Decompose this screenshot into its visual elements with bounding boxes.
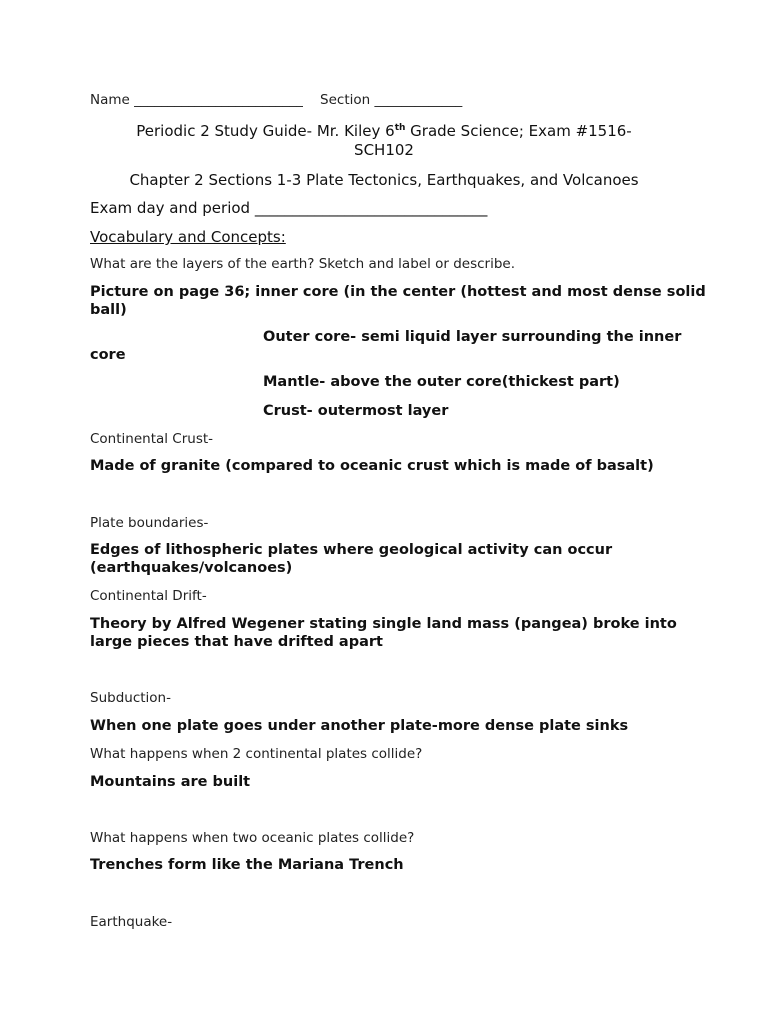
title-superscript: th [394,123,406,133]
continental-crust-question: Continental Crust- [90,431,214,447]
earthquake-question: Earthquake- [90,914,173,930]
plate-boundaries-question: Plate boundaries- [90,515,209,531]
layers-answer-1: Picture on page 36; inner core (in the center (hottest and most dense solid [90,284,706,300]
subduction-question: Subduction- [90,690,171,706]
title-line-2: SCH102 [354,141,414,159]
section-label: Section [320,92,371,108]
oceanic-collide-answer: Trenches form like the Mariana Trench [90,857,404,873]
title-line-1 [0,122,768,140]
layers-answer-4: Crust- outermost layer [263,403,449,419]
continental-collide-question: What happens when 2 continental plates collide? [90,746,423,762]
layers-answer-2b: core [90,347,126,363]
continental-crust-answer: Made of granite (compared to oceanic crust which is made of basalt) [90,458,654,474]
layers-answer-1b: ball) [90,302,127,318]
oceanic-collide-question: What happens when two oceanic plates collide? [90,830,415,846]
continental-drift-answer-1: Theory by Alfred Wegener stating single land mass (pangea) broke into [90,616,677,632]
continental-collide-answer: Mountains are built [90,774,251,790]
exam-day-line: Exam day and period _______________________________ [90,199,488,217]
continental-drift-question: Continental Drift- [90,588,207,604]
section-blank: _____________ [374,92,463,108]
plate-boundaries-answer-2: (earthquakes/volcanoes) [90,560,293,576]
chapter-heading: Chapter 2 Sections 1-3 Plate Tectonics, Earthquakes, and Volcanoes [129,171,639,189]
continental-drift-answer-2: large pieces that have drifted apart [90,634,383,650]
name-section-line [90,92,462,108]
plate-boundaries-answer-1: Edges of lithospheric plates where geological activity can occur [90,542,613,558]
layers-question: What are the layers of the earth? Sketch and label or describe. [90,256,516,272]
subduction-answer: When one plate goes under another plate-more dense plate sinks [90,718,629,734]
vocab-heading: Vocabulary and Concepts: [90,228,286,246]
layers-answer-3: Mantle- above the outer core(thickest part) [263,374,620,390]
title-text-1: Periodic 2 Study Guide- Mr. Kiley 6 [136,122,395,140]
layers-answer-2: Outer core- semi liquid layer surrounding the inner [263,329,682,345]
name-blank: _________________________ [134,92,303,108]
title-text-2: Grade Science; Exam #1516- [405,122,632,140]
name-label: Name [90,92,130,108]
